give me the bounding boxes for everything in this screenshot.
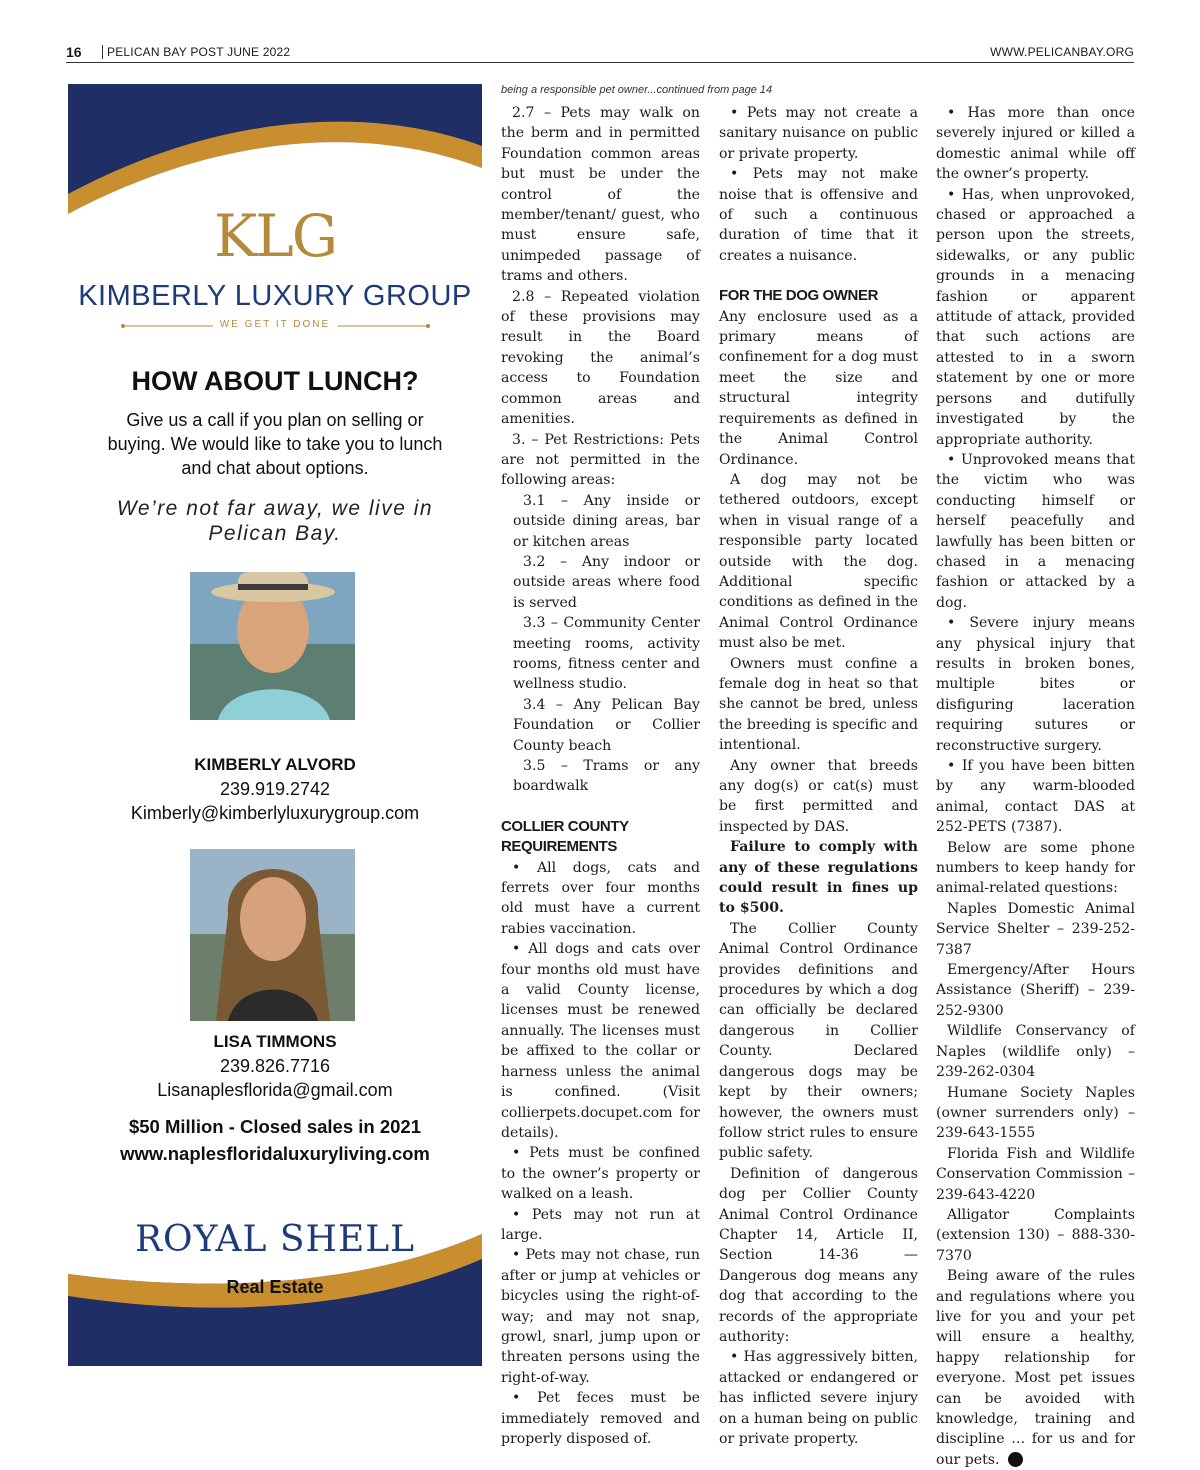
page-header — [66, 44, 1134, 63]
paragraph: • Pets may not run at large. — [501, 1206, 700, 1243]
end-mark-icon — [1008, 1452, 1023, 1467]
paragraph: • Has, when unprovoked, chased or approached a person upon the streets, sidewalks, or any public grounds in a menacing fashion or apparent attitude of attack, provided that such actions are attested to in a sworn statement by one or more persons and dutifully investigated by the appropriate authority. — [936, 186, 1135, 448]
paragraph: • All dogs and cats over four months old must have a valid County license, licenses must be renewed annually. The licenses must be affixed to the collar or harness unless the animal is confined. (Visit collierpets.docupet.com for details). — [501, 941, 700, 1141]
royal-shell-logo: ROYAL SHELL — [134, 1219, 416, 1260]
paragraph: • Pets may not make noise that is offensive and of such a continuous duration of time that it creates a nuisance. — [719, 166, 918, 264]
list-item: 3.2 – Any indoor or outside areas where food is served — [513, 553, 700, 611]
agent1-name: KIMBERLY ALVORD — [194, 755, 356, 774]
paragraph: • Pets may not chase, run after or jump at vehicles or bicycles using the right-of-way; and may not snap, growl, snarl, jump upon or threaten persons using the right-of-way. — [501, 1247, 700, 1386]
paragraph: 3. – Pet Restrictions: Pets are not permitted in the following areas: — [501, 431, 700, 489]
paragraph: Naples Domestic Animal Service Shelter – 239-252-7387 — [936, 900, 1135, 958]
paragraph: Wildlife Conservancy of Naples (wildlife only) – 239-262-0304 — [936, 1023, 1135, 1081]
bold-warning: Failure to comply with any of these regulations could result in fines up to $500. — [719, 839, 918, 917]
continued-kicker: being a responsible pet owner...continued from page 14 — [501, 84, 773, 96]
agent2-phone[interactable]: 239.826.7716 — [219, 1056, 331, 1076]
paragraph: Alligator Complaints (extension 130) – 888-330-7370 — [936, 1206, 1135, 1264]
ad-headline: HOW ABOUT LUNCH? — [131, 366, 419, 396]
list-item: 3.3 – Community Center meeting rooms, activity rooms, fitness center and wellness studio. — [513, 615, 700, 693]
agent2-photo — [190, 849, 355, 1021]
page-number: 16 — [66, 44, 82, 60]
klg-logo-name: KIMBERLY LUXURY GROUP — [78, 280, 472, 312]
paragraph: Owners must confine a female dog in heat so that she cannot be bred, unless the breeding is specific and intentional. — [719, 655, 918, 754]
paragraph: • Has aggressively bitten, attacked or endangered or has inflicted severe injury on a human being on public or private property. — [719, 1349, 918, 1447]
agent1-phone[interactable]: 239.919.2742 — [219, 779, 331, 799]
paragraph: Any owner that breeds any dog(s) or cat(s) must be first permitted and inspected by DAS. — [719, 757, 918, 835]
list-item: 3.4 – Any Pelican Bay Foundation or Collier County beach — [513, 696, 700, 754]
website-link[interactable]: WWW.PELICANBAY.ORG — [990, 45, 1134, 59]
ad-website-link[interactable]: www.naplesfloridaluxuryliving.com — [120, 1143, 430, 1164]
article-column-2 — [719, 103, 918, 1449]
klg-monogram-logo: KLG — [213, 202, 337, 270]
list-item: 3.5 – Trams or any boardwalk — [513, 758, 700, 795]
publication-title: PELICAN BAY POST JUNE 2022 — [102, 45, 290, 59]
paragraph: Below are some phone numbers to keep handy for animal-related questions: — [936, 839, 1135, 897]
paragraph: Humane Society Naples (owner surrenders only) – 239-643-1555 — [936, 1084, 1135, 1142]
paragraph: Florida Fish and Wildlife Conservation Commission – 239-643-4220 — [936, 1145, 1135, 1203]
paragraph: • Severe injury means any physical injury that results in broken bones, multiple bites or disfiguring laceration requiring sutures or reconstructive surgery. — [936, 615, 1135, 754]
article-column-3 — [936, 103, 1135, 1470]
paragraph: 2.7 – Pets may walk on the berm and in permitted Foundation common areas but must be under the control of the member/tenant/ guest, who must ensure safe, unimpeded passage of trams and others. — [501, 105, 700, 285]
paragraph: Definition of dangerous dog per Collier County Animal Control Ordinance Chapter 14, Article II, Section 14-36 — Dangerous dog means any dog that according to the records of the appropriate authority: — [719, 1165, 918, 1345]
agent1-email[interactable]: Kimberly@kimberlyluxurygroup.com — [130, 803, 420, 823]
ad-tagline: We’re not far away, we live in Pelican Bay. — [116, 497, 434, 545]
ad-sales-stat: $50 Million - Closed sales in 2021 — [128, 1116, 421, 1137]
paragraph: Emergency/After Hours Assistance (Sheriff) – 239-252-9300 — [936, 962, 1135, 1019]
paragraph — [719, 837, 918, 919]
paragraph: • Pets may not create a sanitary nuisance on public or private property. — [719, 105, 918, 162]
paragraph: • Unprovoked means that the victim who was conducting himself or herself peacefully and lawfully has been bitten or chased in a menacing fashion or attacked by a dog. — [936, 451, 1135, 611]
ad-background-art — [68, 84, 482, 1366]
klg-logo-tagline: WE GET IT DONE — [219, 319, 331, 330]
paragraph: Any enclosure used as a primary means of confinement for a dog must meet the size and structural integrity requirements as defined in the Animal Control Ordinance. — [719, 308, 918, 468]
section-heading: FOR THE DOG OWNER — [719, 287, 879, 305]
section-heading: COLLIER COUNTY REQUIREMENTS — [501, 817, 629, 856]
agent2-email[interactable]: Lisanaplesflorida@gmail.com — [157, 1080, 393, 1100]
paragraph: 2.8 – Repeated violation of these provisions may result in the Board revoking the animal’s access to Foundation common areas and amenities. — [501, 288, 700, 428]
paragraph: • All dogs, cats and ferrets over four months old must have a current rabies vaccination. — [501, 859, 700, 937]
paragraph: • Pet feces must be immediately removed and properly disposed of. — [501, 1390, 700, 1447]
article-column-1 — [501, 103, 700, 1449]
agent1-photo — [190, 572, 355, 720]
paragraph: The Collier County Animal Control Ordinance provides definitions and procedures by which a dog can officially be declared dangerous in Collier County. Declared dangerous dogs may be kept by their owners; however, the owners must follow strict rules to ensure public safety. — [719, 920, 918, 1162]
paragraph: A dog may not be tethered outdoors, except when in visual range of a responsible party located outside with the dog. Additional specific conditions as defined in the Animal Control Ordinance must also be met. — [719, 471, 918, 652]
agent2-name: LISA TIMMONS — [213, 1032, 337, 1051]
ad-body-text: Give us a call if you plan on selling or buying. We would like to take you to lunch and chat about options. — [107, 410, 443, 478]
advertisement — [68, 84, 482, 1366]
paragraph — [936, 1266, 1135, 1470]
paragraph: • Has more than once severely injured or killed a domestic animal while off the owner’s property. — [936, 105, 1135, 183]
paragraph: • Pets must be confined to the owner’s property or walked on a leash. — [501, 1145, 700, 1203]
paragraph: • If you have been bitten by any warm-blooded animal, contact DAS at 252-PETS (7387). — [936, 758, 1135, 836]
list-item: 3.1 – Any inside or outside dining areas, bar or kitchen areas — [513, 492, 700, 550]
royal-shell-subtitle: Real Estate — [226, 1277, 324, 1297]
closing-text: Being aware of the rules and regulations where you live for you and your pet will ensure a healthy, happy relationship for everyone. Most pet issues can be avoided with knowledge, training and discipline … for us and for our pets. — [936, 1268, 1135, 1468]
